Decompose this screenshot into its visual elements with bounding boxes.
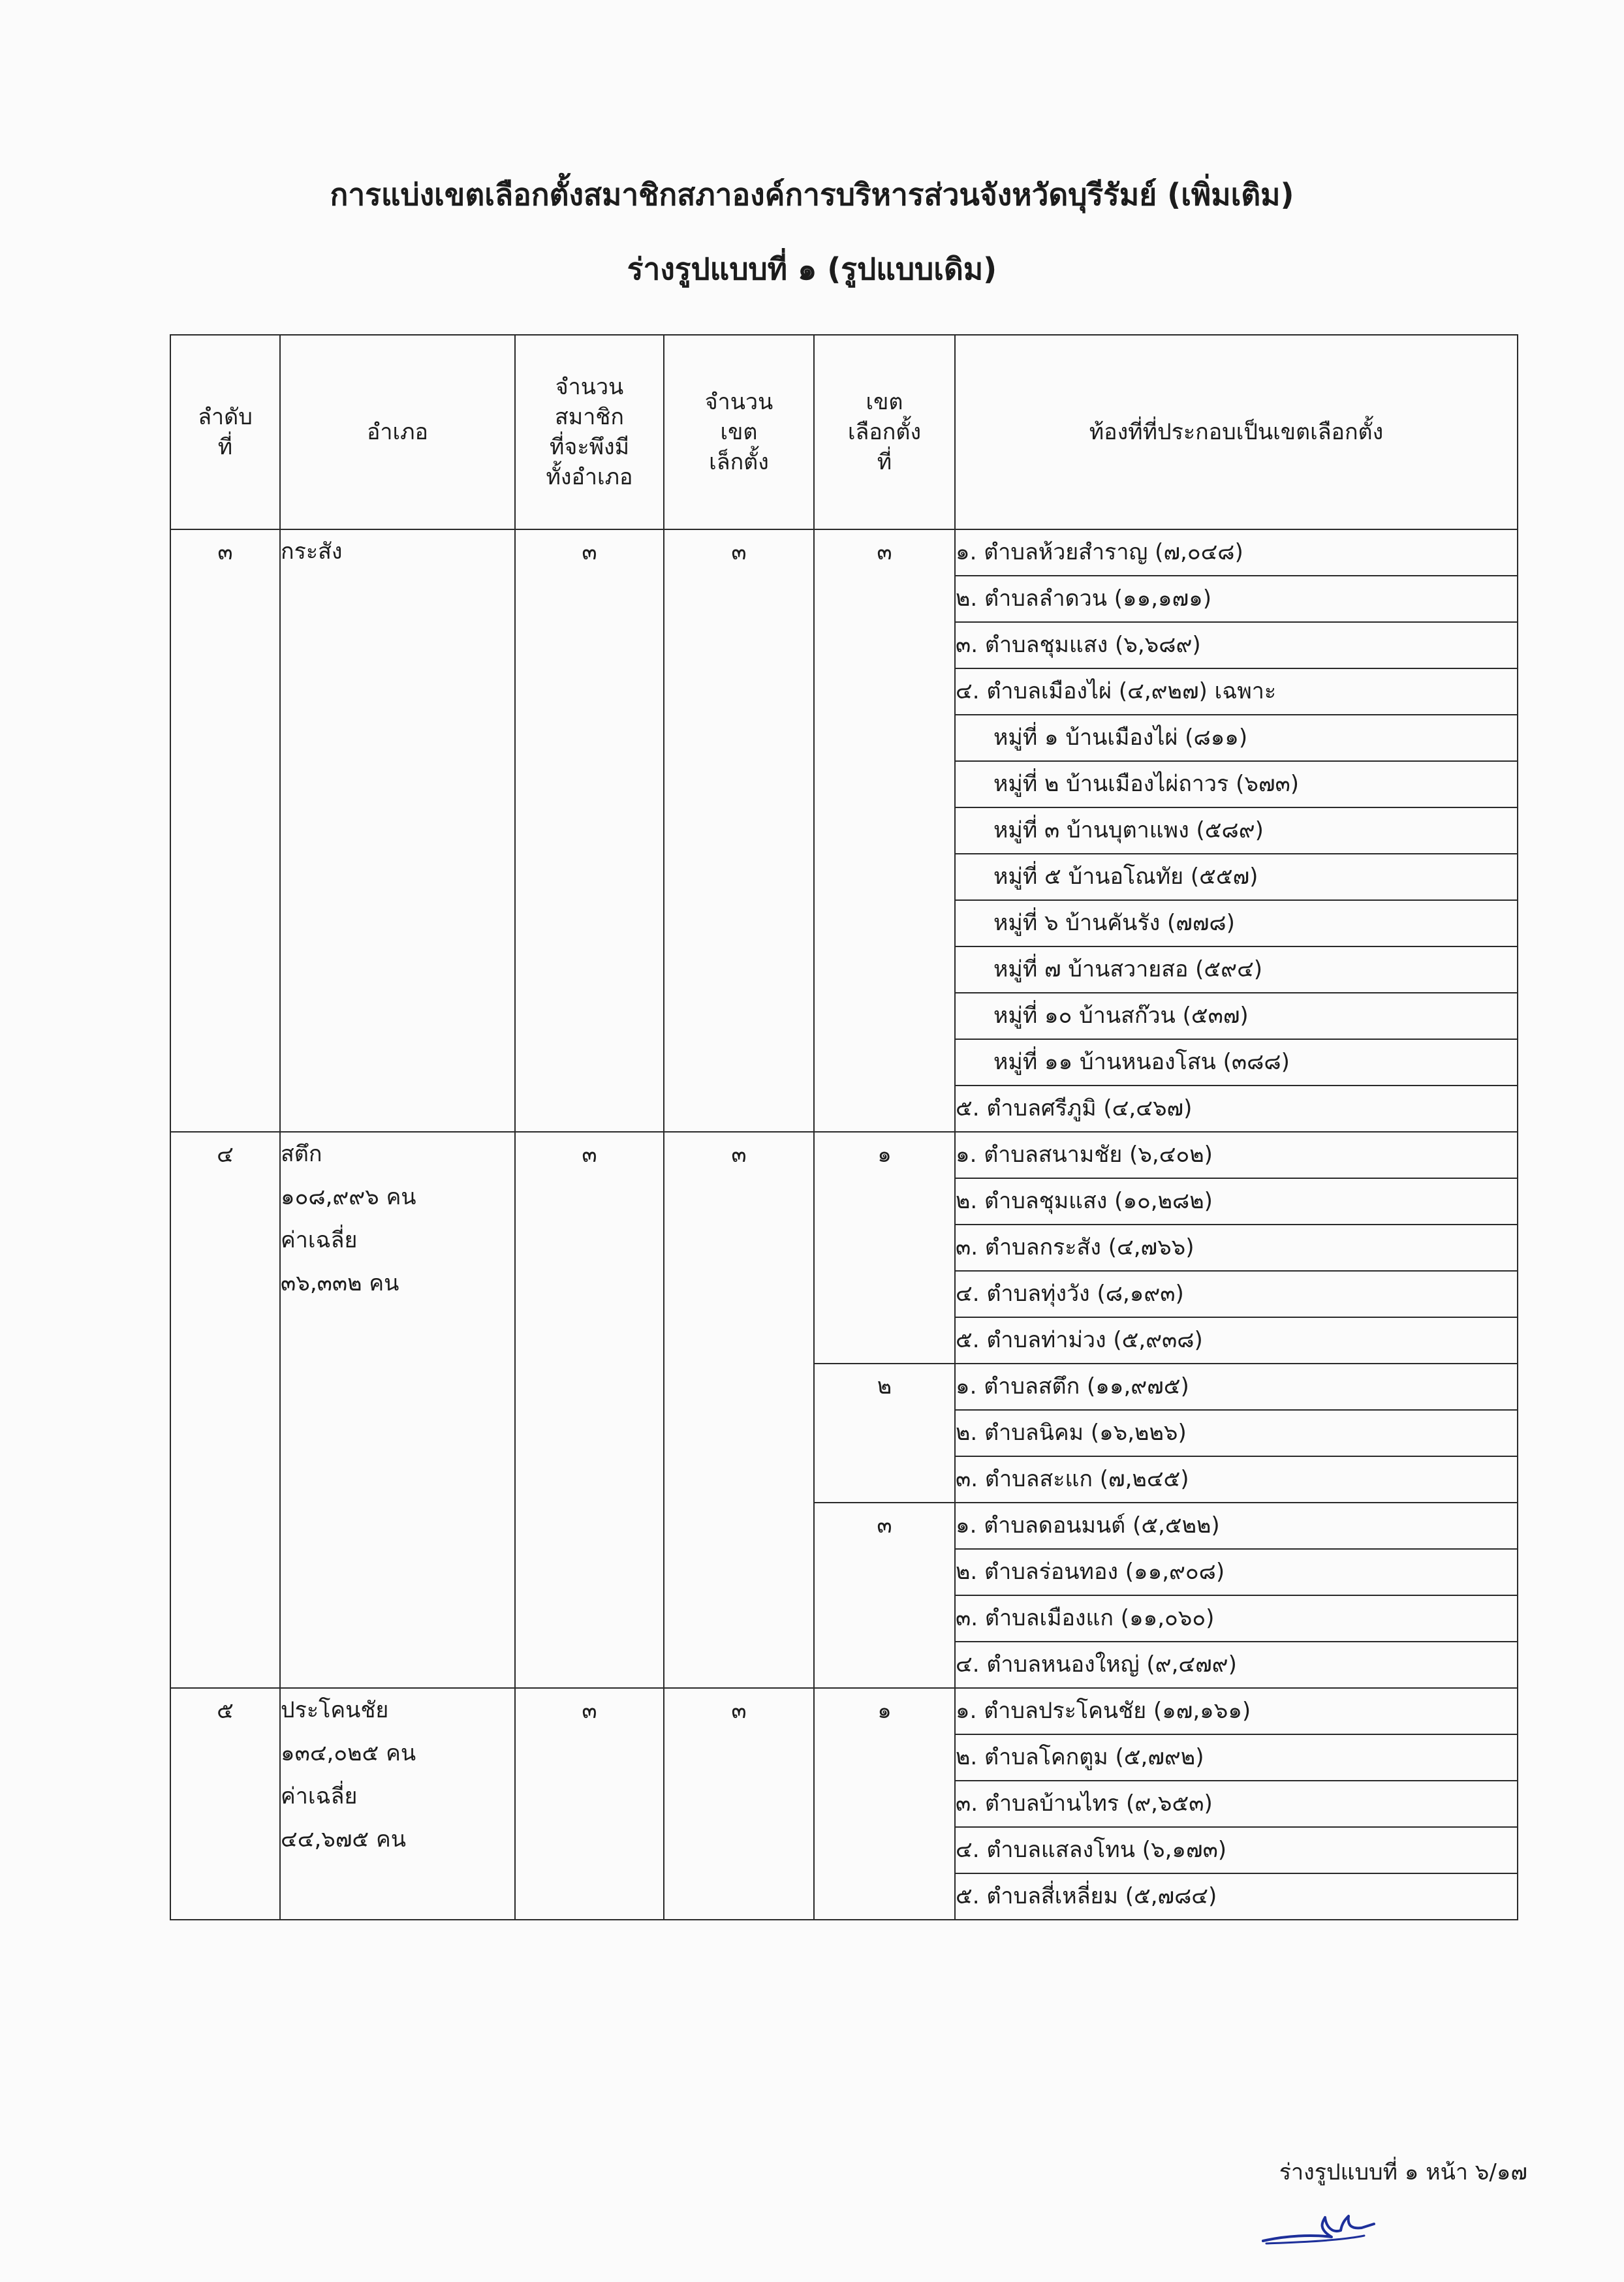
header-district: อำเภอ xyxy=(280,335,515,529)
zone-count: ๓ xyxy=(664,1132,814,1688)
district-order: ๓ xyxy=(170,529,280,1132)
header-members: จำนวน สมาชิก ที่จะพึงมี ทั้งอำเภอ xyxy=(515,335,664,529)
header-areas: ท้องที่ที่ประกอบเป็นเขตเลือกตั้ง xyxy=(955,335,1518,529)
village-entry: หมู่ที่ ๗ บ้านสวายสอ (๕๙๔) xyxy=(955,946,1518,993)
member-count: ๓ xyxy=(515,1688,664,1920)
district-order: ๕ xyxy=(170,1688,280,1920)
table-row xyxy=(170,1132,1518,1178)
subdistrict-entry: ๑. ตำบลสนามชัย (๖,๔๐๒) xyxy=(955,1132,1518,1178)
zone-number: ๓ xyxy=(814,529,955,1132)
subdistrict-entry: ๑. ตำบลห้วยสำราญ (๗,๐๔๘) xyxy=(955,529,1518,576)
member-count: ๓ xyxy=(515,1132,664,1688)
district-name-line: ค่าเฉลี่ย xyxy=(281,1783,358,1809)
districts-table xyxy=(170,334,1518,1920)
zone-number: ๓ xyxy=(814,1503,955,1688)
zone-number: ๑ xyxy=(814,1688,955,1920)
subdistrict-entry: ๕. ตำบลศรีภูมิ (๔,๔๖๗) xyxy=(955,1086,1518,1132)
subdistrict-entry: ๑. ตำบลสตึก (๑๑,๙๗๕) xyxy=(955,1364,1518,1410)
header-zone-count: จำนวน เขต เล็กตั้ง xyxy=(664,335,814,529)
zone-count: ๓ xyxy=(664,529,814,1132)
village-entry: หมู่ที่ ๓ บ้านบุตาแพง (๕๘๙) xyxy=(955,807,1518,854)
signature-mark xyxy=(1260,2210,1390,2249)
village-entry: หมู่ที่ ๕ บ้านอโณทัย (๕๕๗) xyxy=(955,854,1518,900)
subdistrict-entry: ๓. ตำบลบ้านไทร (๙,๖๕๓) xyxy=(955,1781,1518,1827)
subdistrict-entry: ๒. ตำบลลำดวน (๑๑,๑๗๑) xyxy=(955,576,1518,622)
district-name-line: ๑๐๘,๙๙๖ คน xyxy=(281,1184,416,1210)
subdistrict-entry: ๔. ตำบลทุ่งวัง (๘,๑๙๓) xyxy=(955,1271,1518,1317)
village-entry: หมู่ที่ ๖ บ้านคันรัง (๗๗๘) xyxy=(955,900,1518,946)
zone-count: ๓ xyxy=(664,1688,814,1920)
subdistrict-entry: ๔. ตำบลหนองใหญ่ (๙,๔๗๙) xyxy=(955,1642,1518,1688)
zone-number: ๒ xyxy=(814,1364,955,1503)
header-order: ลำดับ ที่ xyxy=(170,335,280,529)
district-order: ๔ xyxy=(170,1132,280,1688)
district-name xyxy=(280,1132,515,1688)
table-row xyxy=(170,1688,1518,1734)
subdistrict-entry: ๓. ตำบลกระสัง (๔,๗๖๖) xyxy=(955,1225,1518,1271)
district-name-line: ประโคนชัย xyxy=(281,1697,389,1723)
subdistrict-entry: ๕. ตำบลท่าม่วง (๕,๙๓๘) xyxy=(955,1317,1518,1364)
subdistrict-entry: ๑. ตำบลดอนมนต์ (๕,๕๒๒) xyxy=(955,1503,1518,1549)
subdistrict-entry: ๓. ตำบลสะแก (๗,๒๔๕) xyxy=(955,1456,1518,1503)
subdistrict-entry: ๓. ตำบลชุมแสง (๖,๖๘๙) xyxy=(955,622,1518,668)
header-zone-number: เขต เลือกตั้ง ที่ xyxy=(814,335,955,529)
subdistrict-entry: ๒. ตำบลชุมแสง (๑๐,๒๘๒) xyxy=(955,1178,1518,1225)
table-header-row xyxy=(170,335,1518,529)
district-name-line: ๔๔,๖๗๕ คน xyxy=(281,1826,406,1852)
subdistrict-entry: ๒. ตำบลร่อนทอง (๑๑,๙๐๘) xyxy=(955,1549,1518,1595)
subdistrict-entry: ๓. ตำบลเมืองแก (๑๑,๐๖๐) xyxy=(955,1595,1518,1642)
zone-number: ๑ xyxy=(814,1132,955,1364)
district-name-line: สตึก xyxy=(281,1141,322,1167)
village-entry: หมู่ที่ ๒ บ้านเมืองไผ่ถาวร (๖๗๓) xyxy=(955,761,1518,807)
page-title: การแบ่งเขตเลือกตั้งสมาชิกสภาองค์การบริหารส่วนจังหวัดบุรีรัมย์ (เพิ่มเติม) xyxy=(330,177,1294,212)
subdistrict-entry: ๔. ตำบลเมืองไผ่ (๔,๙๒๗) เฉพาะ xyxy=(955,668,1518,715)
village-entry: หมู่ที่ ๑๐ บ้านสก๊วน (๕๓๗) xyxy=(955,993,1518,1039)
subdistrict-entry: ๒. ตำบลนิคม (๑๖,๒๒๖) xyxy=(955,1410,1518,1456)
table-row xyxy=(170,529,1518,576)
subdistrict-entry: ๑. ตำบลประโคนชัย (๑๗,๑๖๑) xyxy=(955,1688,1518,1734)
subdistrict-entry: ๒. ตำบลโคกตูม (๕,๗๙๒) xyxy=(955,1734,1518,1781)
district-name-line: ๓๖,๓๓๒ คน xyxy=(281,1270,399,1296)
subdistrict-entry: ๔. ตำบลแสลงโทน (๖,๑๗๓) xyxy=(955,1827,1518,1873)
district-name xyxy=(280,1688,515,1920)
page-subtitle: ร่างรูปแบบที่ ๑ (รูปแบบเดิม) xyxy=(627,251,997,287)
subdistrict-entry: ๕. ตำบลสี่เหลี่ยม (๕,๗๘๔) xyxy=(955,1873,1518,1920)
district-name-line: ค่าเฉลี่ย xyxy=(281,1227,358,1253)
page-footer: ร่างรูปแบบที่ ๑ หน้า ๖/๑๗ xyxy=(1279,2159,1527,2185)
village-entry: หมู่ที่ ๑๑ บ้านหนองโสน (๓๘๘) xyxy=(955,1039,1518,1086)
district-name-line: ๑๓๔,๐๒๕ คน xyxy=(281,1740,416,1766)
district-name xyxy=(280,529,515,1132)
table-body xyxy=(170,529,1518,1920)
district-name-line: กระสัง xyxy=(281,539,343,565)
member-count: ๓ xyxy=(515,529,664,1132)
village-entry: หมู่ที่ ๑ บ้านเมืองไผ่ (๘๑๑) xyxy=(955,715,1518,761)
